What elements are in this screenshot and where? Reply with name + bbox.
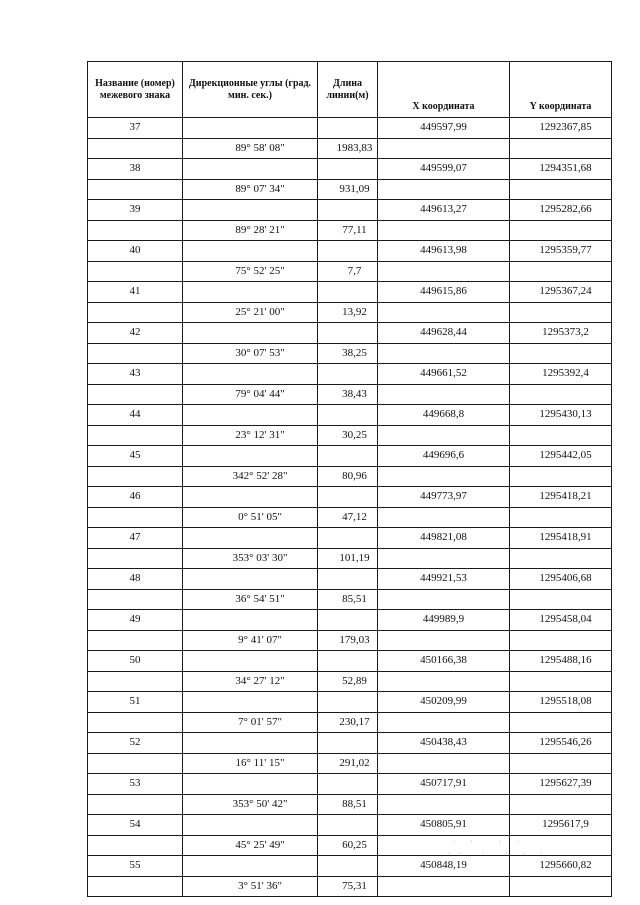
- point-name-cell: [88, 794, 183, 815]
- y-coordinate-cell: [510, 261, 612, 282]
- header-x-coordinate: X координата: [378, 62, 510, 118]
- point-name-cell: [88, 507, 183, 528]
- x-coordinate-cell: 449628,44: [378, 323, 510, 344]
- line-length-cell: 38,43: [318, 384, 378, 405]
- point-name-cell: [88, 753, 183, 774]
- direction-angle-cell: [183, 856, 318, 877]
- line-length-cell: 75,31: [318, 876, 378, 897]
- point-name-cell: [88, 712, 183, 733]
- y-coordinate-cell: 1295518,08: [510, 692, 612, 713]
- line-length-cell: [318, 200, 378, 221]
- x-coordinate-cell: [378, 548, 510, 569]
- table-row: [88, 179, 612, 200]
- x-coordinate-cell: 450209,99: [378, 692, 510, 713]
- point-name-cell: [88, 548, 183, 569]
- line-length-cell: 88,51: [318, 794, 378, 815]
- y-coordinate-cell: 1295458,04: [510, 610, 612, 631]
- direction-angle-cell: 9° 41' 07": [183, 630, 318, 651]
- faint-stamp-marks: · · · · · · · · · ·: [445, 837, 545, 858]
- y-coordinate-cell: [510, 630, 612, 651]
- line-length-cell: [318, 528, 378, 549]
- table-row: [88, 712, 612, 733]
- boundary-coordinates-table: [87, 61, 612, 897]
- point-name-cell: 41: [88, 282, 183, 303]
- y-coordinate-cell: 1295282,66: [510, 200, 612, 221]
- table-row: [88, 241, 612, 262]
- x-coordinate-cell: 450166,38: [378, 651, 510, 672]
- x-coordinate-cell: [378, 876, 510, 897]
- line-length-cell: [318, 364, 378, 385]
- x-coordinate-cell: 449661,52: [378, 364, 510, 385]
- direction-angle-cell: [183, 241, 318, 262]
- x-coordinate-cell: [378, 138, 510, 159]
- y-coordinate-cell: 1295406,68: [510, 569, 612, 590]
- x-coordinate-cell: 449613,98: [378, 241, 510, 262]
- y-coordinate-cell: 1295367,24: [510, 282, 612, 303]
- direction-angle-cell: [183, 774, 318, 795]
- x-coordinate-cell: [378, 753, 510, 774]
- line-length-cell: 85,51: [318, 589, 378, 610]
- x-coordinate-cell: 449773,97: [378, 487, 510, 508]
- x-coordinate-cell: [378, 507, 510, 528]
- y-coordinate-cell: [510, 671, 612, 692]
- y-coordinate-cell: 1295617,9: [510, 815, 612, 836]
- line-length-cell: [318, 159, 378, 180]
- line-length-cell: 47,12: [318, 507, 378, 528]
- x-coordinate-cell: 449597,99: [378, 118, 510, 139]
- x-coordinate-cell: [378, 425, 510, 446]
- line-length-cell: [318, 241, 378, 262]
- point-name-cell: 38: [88, 159, 183, 180]
- point-name-cell: [88, 835, 183, 856]
- point-name-cell: 42: [88, 323, 183, 344]
- direction-angle-cell: 89° 58' 08": [183, 138, 318, 159]
- table-row: [88, 343, 612, 364]
- x-coordinate-cell: [378, 794, 510, 815]
- x-coordinate-cell: [378, 589, 510, 610]
- point-name-cell: [88, 384, 183, 405]
- x-coordinate-cell: 449821,08: [378, 528, 510, 549]
- point-name-cell: [88, 589, 183, 610]
- direction-angle-cell: [183, 159, 318, 180]
- table-row: [88, 569, 612, 590]
- y-coordinate-cell: [510, 138, 612, 159]
- point-name-cell: [88, 220, 183, 241]
- direction-angle-cell: [183, 323, 318, 344]
- point-name-cell: 48: [88, 569, 183, 590]
- y-coordinate-cell: [510, 753, 612, 774]
- x-coordinate-cell: [378, 343, 510, 364]
- y-coordinate-cell: 1295546,26: [510, 733, 612, 754]
- y-coordinate-cell: 1294351,68: [510, 159, 612, 180]
- point-name-cell: 39: [88, 200, 183, 221]
- header-line-length: Длина линии(м): [318, 62, 378, 118]
- direction-angle-cell: [183, 651, 318, 672]
- x-coordinate-cell: 450805,91: [378, 815, 510, 836]
- line-length-cell: 52,89: [318, 671, 378, 692]
- x-coordinate-cell: [378, 302, 510, 323]
- y-coordinate-cell: 1292367,85: [510, 118, 612, 139]
- table-row: [88, 261, 612, 282]
- line-length-cell: 30,25: [318, 425, 378, 446]
- x-coordinate-cell: 450717,91: [378, 774, 510, 795]
- y-coordinate-cell: [510, 302, 612, 323]
- document-sheet: [87, 61, 611, 892]
- direction-angle-cell: [183, 282, 318, 303]
- table-header-row: [88, 62, 612, 118]
- line-length-cell: [318, 323, 378, 344]
- y-coordinate-cell: 1295488,16: [510, 651, 612, 672]
- direction-angle-cell: 23° 12' 31": [183, 425, 318, 446]
- table-row: [88, 282, 612, 303]
- line-length-cell: 230,17: [318, 712, 378, 733]
- line-length-cell: [318, 405, 378, 426]
- direction-angle-cell: 353° 50' 42": [183, 794, 318, 815]
- table-row: [88, 200, 612, 221]
- point-name-cell: 46: [88, 487, 183, 508]
- point-name-cell: 45: [88, 446, 183, 467]
- x-coordinate-cell: [378, 179, 510, 200]
- direction-angle-cell: 36° 54' 51": [183, 589, 318, 610]
- direction-angle-cell: [183, 610, 318, 631]
- direction-angle-cell: 89° 07' 34": [183, 179, 318, 200]
- point-name-cell: [88, 302, 183, 323]
- line-length-cell: 13,92: [318, 302, 378, 323]
- table-row: [88, 159, 612, 180]
- direction-angle-cell: [183, 528, 318, 549]
- y-coordinate-cell: [510, 794, 612, 815]
- x-coordinate-cell: [378, 261, 510, 282]
- direction-angle-cell: [183, 405, 318, 426]
- header-point-name: Название (номер) межевого знака: [88, 62, 183, 118]
- line-length-cell: [318, 815, 378, 836]
- x-coordinate-cell: [378, 630, 510, 651]
- line-length-cell: 1983,83: [318, 138, 378, 159]
- point-name-cell: 40: [88, 241, 183, 262]
- table-row: [88, 384, 612, 405]
- line-length-cell: 291,02: [318, 753, 378, 774]
- y-coordinate-cell: 1295418,91: [510, 528, 612, 549]
- line-length-cell: [318, 282, 378, 303]
- table-row: [88, 671, 612, 692]
- y-coordinate-cell: [510, 220, 612, 241]
- x-coordinate-cell: [378, 466, 510, 487]
- direction-angle-cell: [183, 364, 318, 385]
- y-coordinate-cell: 1295627,39: [510, 774, 612, 795]
- x-coordinate-cell: 450438,43: [378, 733, 510, 754]
- x-coordinate-cell: [378, 384, 510, 405]
- table-row: [88, 548, 612, 569]
- direction-angle-cell: [183, 815, 318, 836]
- direction-angle-cell: [183, 446, 318, 467]
- table-row: [88, 323, 612, 344]
- table-row: [88, 815, 612, 836]
- table-row: [88, 774, 612, 795]
- direction-angle-cell: 0° 51' 05": [183, 507, 318, 528]
- table-row: [88, 446, 612, 467]
- y-coordinate-cell: [510, 876, 612, 897]
- y-coordinate-cell: 1295442,05: [510, 446, 612, 467]
- direction-angle-cell: [183, 200, 318, 221]
- table-row: [88, 692, 612, 713]
- y-coordinate-cell: [510, 384, 612, 405]
- point-name-cell: 52: [88, 733, 183, 754]
- point-name-cell: 51: [88, 692, 183, 713]
- direction-angle-cell: 30° 07' 53": [183, 343, 318, 364]
- line-length-cell: 38,25: [318, 343, 378, 364]
- point-name-cell: [88, 466, 183, 487]
- y-coordinate-cell: [510, 425, 612, 446]
- header-direction-angle: Дирекционные углы (град. мин. сек.): [183, 62, 318, 118]
- x-coordinate-cell: 449921,53: [378, 569, 510, 590]
- line-length-cell: 77,11: [318, 220, 378, 241]
- x-coordinate-cell: 449989,9: [378, 610, 510, 631]
- table-row: [88, 507, 612, 528]
- direction-angle-cell: 34° 27' 12": [183, 671, 318, 692]
- direction-angle-cell: 25° 21' 00": [183, 302, 318, 323]
- line-length-cell: 101,19: [318, 548, 378, 569]
- table-body: [88, 118, 612, 897]
- direction-angle-cell: 353° 03' 30": [183, 548, 318, 569]
- line-length-cell: 179,03: [318, 630, 378, 651]
- direction-angle-cell: 45° 25' 49": [183, 835, 318, 856]
- point-name-cell: [88, 138, 183, 159]
- y-coordinate-cell: [510, 466, 612, 487]
- table-row: [88, 651, 612, 672]
- line-length-cell: [318, 487, 378, 508]
- direction-angle-cell: [183, 733, 318, 754]
- table-row: [88, 364, 612, 385]
- table-row: [88, 733, 612, 754]
- table-row: [88, 302, 612, 323]
- direction-angle-cell: 7° 01' 57": [183, 712, 318, 733]
- point-name-cell: 53: [88, 774, 183, 795]
- point-name-cell: 54: [88, 815, 183, 836]
- table-row: [88, 405, 612, 426]
- line-length-cell: 60,25: [318, 835, 378, 856]
- y-coordinate-cell: 1295430,13: [510, 405, 612, 426]
- direction-angle-cell: 3° 51' 36": [183, 876, 318, 897]
- x-coordinate-cell: [378, 712, 510, 733]
- x-coordinate-cell: 449613,27: [378, 200, 510, 221]
- line-length-cell: [318, 446, 378, 467]
- line-length-cell: [318, 733, 378, 754]
- y-coordinate-cell: 1295392,4: [510, 364, 612, 385]
- table-row: [88, 589, 612, 610]
- table-row: [88, 425, 612, 446]
- table-row: [88, 118, 612, 139]
- table-row: [88, 528, 612, 549]
- line-length-cell: [318, 692, 378, 713]
- y-coordinate-cell: [510, 507, 612, 528]
- line-length-cell: [318, 651, 378, 672]
- line-length-cell: [318, 774, 378, 795]
- point-name-cell: [88, 425, 183, 446]
- direction-angle-cell: [183, 487, 318, 508]
- direction-angle-cell: 342° 52' 28": [183, 466, 318, 487]
- point-name-cell: 50: [88, 651, 183, 672]
- x-coordinate-cell: [378, 671, 510, 692]
- y-coordinate-cell: [510, 589, 612, 610]
- point-name-cell: 37: [88, 118, 183, 139]
- point-name-cell: 55: [88, 856, 183, 877]
- point-name-cell: [88, 876, 183, 897]
- table-row: [88, 220, 612, 241]
- point-name-cell: [88, 343, 183, 364]
- point-name-cell: 47: [88, 528, 183, 549]
- direction-angle-cell: [183, 118, 318, 139]
- table-row: [88, 753, 612, 774]
- table-row: [88, 876, 612, 897]
- table-row: [88, 610, 612, 631]
- line-length-cell: 931,09: [318, 179, 378, 200]
- line-length-cell: [318, 856, 378, 877]
- x-coordinate-cell: 449668,8: [378, 405, 510, 426]
- line-length-cell: [318, 610, 378, 631]
- y-coordinate-cell: [510, 343, 612, 364]
- direction-angle-cell: [183, 569, 318, 590]
- point-name-cell: [88, 630, 183, 651]
- table-row: [88, 466, 612, 487]
- direction-angle-cell: 75° 52' 25": [183, 261, 318, 282]
- y-coordinate-cell: 1295359,77: [510, 241, 612, 262]
- point-name-cell: [88, 671, 183, 692]
- x-coordinate-cell: 449696,6: [378, 446, 510, 467]
- line-length-cell: 80,96: [318, 466, 378, 487]
- point-name-cell: [88, 179, 183, 200]
- direction-angle-cell: 79° 04' 44": [183, 384, 318, 405]
- table-row: [88, 794, 612, 815]
- y-coordinate-cell: [510, 712, 612, 733]
- table-row: [88, 138, 612, 159]
- x-coordinate-cell: 450848,19: [378, 856, 510, 877]
- header-y-coordinate: Y координата: [510, 62, 612, 118]
- direction-angle-cell: [183, 692, 318, 713]
- line-length-cell: [318, 569, 378, 590]
- point-name-cell: 49: [88, 610, 183, 631]
- y-coordinate-cell: 1295418,21: [510, 487, 612, 508]
- table-row: [88, 630, 612, 651]
- y-coordinate-cell: [510, 179, 612, 200]
- x-coordinate-cell: 449615,86: [378, 282, 510, 303]
- direction-angle-cell: 16° 11' 15": [183, 753, 318, 774]
- point-name-cell: 43: [88, 364, 183, 385]
- line-length-cell: [318, 118, 378, 139]
- x-coordinate-cell: [378, 220, 510, 241]
- y-coordinate-cell: 1295373,2: [510, 323, 612, 344]
- y-coordinate-cell: 1295660,82: [510, 856, 612, 877]
- point-name-cell: 44: [88, 405, 183, 426]
- x-coordinate-cell: 449599,07: [378, 159, 510, 180]
- table-row: [88, 487, 612, 508]
- y-coordinate-cell: [510, 548, 612, 569]
- point-name-cell: [88, 261, 183, 282]
- direction-angle-cell: 89° 28' 21": [183, 220, 318, 241]
- line-length-cell: 7,7: [318, 261, 378, 282]
